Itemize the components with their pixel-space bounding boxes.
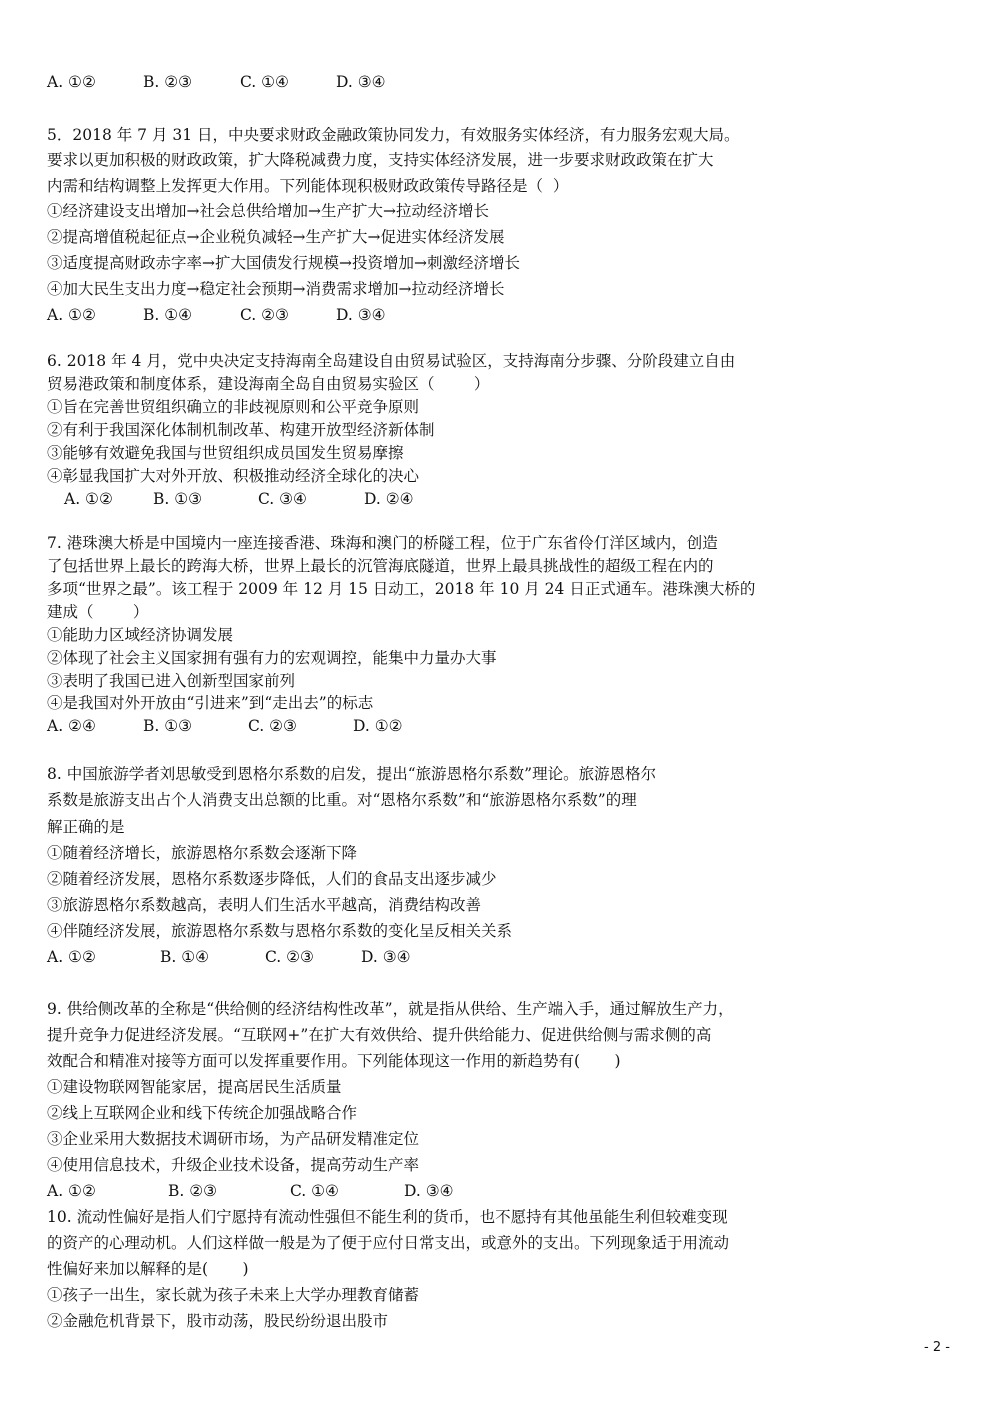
q4-option-a: A. ①② xyxy=(47,73,96,91)
q6-stem-line: 6. 2018 年 4 月，党中央决定支持海南全岛建设自由贸易试验区，支持海南分步骤、分阶段建立自由 xyxy=(47,352,736,370)
q10-stem-line: 10. 流动性偏好是指人们宁愿持有流动性强但不能生利的货币，也不愿持有其他虽能生利但较难变现 xyxy=(47,1208,728,1226)
q5-item: ③适度提高财政赤字率→扩大国债发行规模→投资增加→刺激经济增长 xyxy=(47,254,520,272)
q7-option-a: A. ②④ xyxy=(47,717,96,735)
q6-item: ②有利于我国深化体制机制改革、构建开放型经济新体制 xyxy=(47,421,435,439)
q5-option-d: D. ③④ xyxy=(336,306,386,324)
q7-item: ③表明了我国已进入创新型国家前列 xyxy=(47,672,296,690)
q5-stem-line: 内需和结构调整上发挥更大作用。下列能体现积极财政政策传导路径是（ ） xyxy=(47,177,569,195)
q8-item: ④伴随经济发展，旅游恩格尔系数与恩格尔系数的变化呈反相关关系 xyxy=(47,922,513,940)
q8-stem-line: 解正确的是 xyxy=(47,818,125,836)
q7-stem-line: 多项“世界之最”。该工程于 2009 年 12 月 15 日动工，2018 年 10 月 24 日正式通车。港珠澳大桥的 xyxy=(47,580,756,598)
q4-option-b: B. ②③ xyxy=(143,73,193,91)
q5-item: ④加大民生支出力度→稳定社会预期→消费需求增加→拉动经济增长 xyxy=(47,280,505,298)
q9-stem-line: 9. 供给侧改革的全称是“供给侧的经济结构性改革”，就是指从供给、生产端入手，通过解放生产力， xyxy=(47,1000,734,1018)
q8-item: ①随着经济增长，旅游恩格尔系数会逐渐下降 xyxy=(47,844,358,862)
q10-stem-line: 性偏好来加以解释的是( ) xyxy=(47,1260,249,1278)
q9-item: ③企业采用大数据技术调研市场，为产品研发精准定位 xyxy=(47,1130,420,1148)
q8-item: ②随着经济发展，恩格尔系数逐步降低，人们的食品支出逐步减少 xyxy=(47,870,497,888)
q6-stem-line: 贸易港政策和制度体系，建设海南全岛自由贸易实验区（ ） xyxy=(47,375,490,393)
q8-option-a: A. ①② xyxy=(47,948,96,966)
page-number: - 2 - xyxy=(924,1340,950,1355)
q4-option-d: D. ③④ xyxy=(336,73,386,91)
q7-option-d: D. ①② xyxy=(353,717,403,735)
q8-stem-line: 8. 中国旅游学者刘思敏受到恩格尔系数的启发，提出“旅游恩格尔系数”理论。旅游恩格尔 xyxy=(47,765,657,783)
q7-option-c: C. ②③ xyxy=(248,717,297,735)
q10-stem-line: 的资产的心理动机。人们这样做一般是为了便于应付日常支出，或意外的支出。下列现象适于用流动 xyxy=(47,1234,730,1252)
q7-item: ④是我国对外开放由“引进来”到“走出去”的标志 xyxy=(47,694,374,712)
q6-option-c: C. ③④ xyxy=(258,490,307,508)
q6-option-a: A. ①② xyxy=(64,490,113,508)
q5-item: ①经济建设支出增加→社会总供给增加→生产扩大→拉动经济增长 xyxy=(47,202,489,220)
q6-item: ①旨在完善世贸组织确立的非歧视原则和公平竞争原则 xyxy=(47,398,420,416)
q4-option-c: C. ①④ xyxy=(240,73,289,91)
q9-option-b: B. ②③ xyxy=(168,1182,218,1200)
q10-item: ①孩子一出生，家长就为孩子未来上大学办理教育储蓄 xyxy=(47,1286,420,1304)
q8-option-b: B. ①④ xyxy=(160,948,210,966)
q5-option-c: C. ②③ xyxy=(240,306,289,324)
q9-option-c: C. ①④ xyxy=(290,1182,339,1200)
q6-option-d: D. ②④ xyxy=(364,490,414,508)
q9-option-d: D. ③④ xyxy=(404,1182,454,1200)
q6-item: ③能够有效避免我国与世贸组织成员国发生贸易摩擦 xyxy=(47,444,404,462)
q5-option-a: A. ①② xyxy=(47,306,96,324)
q7-stem-line: 7. 港珠澳大桥是中国境内一座连接香港、珠海和澳门的桥隧工程，位于广东省伶仃洋区域内，创造 xyxy=(47,534,718,552)
q7-item: ①能助力区域经济协调发展 xyxy=(47,626,234,644)
q5-item: ②提高增值税起征点→企业税负减轻→生产扩大→促进实体经济发展 xyxy=(47,228,505,246)
q9-stem-line: 效配合和精准对接等方面可以发挥重要作用。下列能体现这一作用的新趋势有( ) xyxy=(47,1052,621,1070)
q7-item: ②体现了社会主义国家拥有强有力的宏观调控，能集中力量办大事 xyxy=(47,649,497,667)
q9-stem-line: 提升竞争力促进经济发展。“互联网+”在扩大有效供给、提升供给能力、促进供给侧与需求侧的高 xyxy=(47,1026,712,1044)
q9-item: ①建设物联网智能家居，提高居民生活质量 xyxy=(47,1078,342,1096)
q5-stem-line: 5．2018 年 7 月 31 日，中央要求财政金融政策协同发力，有效服务实体经济，有力服务宏观大局。 xyxy=(47,126,740,144)
q9-item: ②线上互联网企业和线下传统企加强战略合作 xyxy=(47,1104,358,1122)
q7-option-b: B. ①③ xyxy=(143,717,193,735)
q5-option-b: B. ①④ xyxy=(143,306,193,324)
q8-stem-line: 系数是旅游支出占个人消费支出总额的比重。对“恩格尔系数”和“旅游恩格尔系数”的理 xyxy=(47,791,637,809)
q6-item: ④彰显我国扩大对外开放、积极推动经济全球化的决心 xyxy=(47,467,420,485)
q8-option-c: C. ②③ xyxy=(265,948,314,966)
q7-stem-line: 建成（ ） xyxy=(47,603,149,621)
q9-item: ④使用信息技术，升级企业技术设备，提高劳动生产率 xyxy=(47,1156,420,1174)
q10-item: ②金融危机背景下，股市动荡，股民纷纷退出股市 xyxy=(47,1312,389,1330)
q9-option-a: A. ①② xyxy=(47,1182,96,1200)
q8-item: ③旅游恩格尔系数越高，表明人们生活水平越高，消费结构改善 xyxy=(47,896,482,914)
q6-option-b: B. ①③ xyxy=(153,490,203,508)
q8-option-d: D. ③④ xyxy=(361,948,411,966)
q5-stem-line: 要求以更加积极的财政政策，扩大降税减费力度，支持实体经济发展，进一步要求财政政策在扩大 xyxy=(47,151,714,169)
q7-stem-line: 了包括世界上最长的跨海大桥，世界上最长的沉管海底隧道，世界上最具挑战性的超级工程在内的 xyxy=(47,557,714,575)
